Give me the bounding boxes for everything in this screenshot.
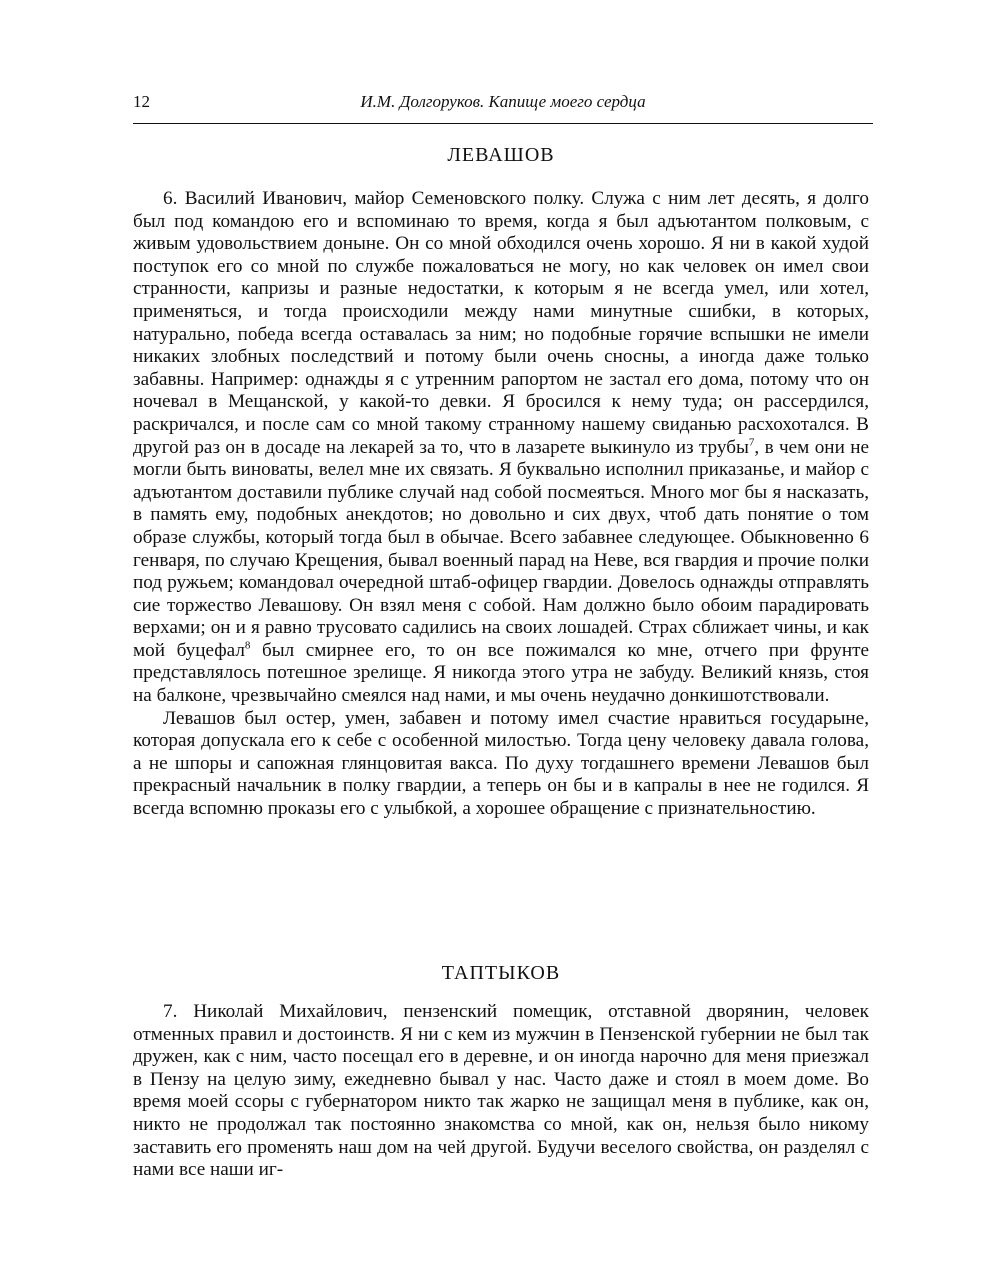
text-run: был смирнее его, то он все пожимался ко мне, отчего при фрунте представлялось потешное зрелище. Я никогда этого утра не забуду. Великий князь, стоя на балконе, чрезвычайно смеялся над нами, и мы очень неудачно донкишотствовали. bbox=[133, 639, 869, 707]
footnote-marker: 8 bbox=[244, 639, 251, 652]
footnote-marker: 7 bbox=[748, 436, 755, 449]
section-heading-levashov: ЛЕВАШОВ bbox=[447, 144, 555, 166]
paragraph-levashov-2: Левашов был остер, умен, забавен и потому имел счастие нравиться государыне, которая допускала его к себе с особенной милостью. Тогда цену человеку давала голова, а не шпоры и сапожная глянцовитая вакса. По духу тогдашнего времени Левашов был прекрасный начальник в полку гвардии, а теперь он бы и в капралы в нее не годился. Я всегда вспомню проказы его с улыбкой, а хорошее обращение с признательностию. bbox=[133, 707, 869, 820]
paragraph-levashov-1 bbox=[133, 188, 869, 708]
header-rule bbox=[133, 123, 873, 124]
section-body-taptykov bbox=[133, 1001, 869, 1182]
section-heading-taptykov: ТАПТЫКОВ bbox=[441, 962, 561, 984]
paragraph-taptykov-1: 7. Николай Михайлович, пензенский помещик, отставной дворянин, человек отменных правил и достоинств. Я ни с кем из мужчин в Пензенской губернии не был так дружен, как с ним, часто посещал его в деревне, и он иногда нарочно для меня приезжал в Пензу на целую зиму, ежедневно бывал у нас. Часто даже и стоял в моем доме. Во время моей ссоры с губернатором никто так жарко не защищал меня в публике, как он, никто не продолжал так постоянно знакомства со мной, как он, нельзя было никому заставить его променять наш дом на чей другой. Будучи веселого свойства, он разделял с нами все наши иг- bbox=[133, 1001, 869, 1181]
page-number: 12 bbox=[133, 92, 150, 111]
running-header bbox=[133, 90, 873, 116]
running-title: И.М. Долгоруков. Капище моего сердца bbox=[360, 92, 646, 111]
section-body-levashov bbox=[133, 188, 869, 821]
text-run: 6. Василий Иванович, майор Семеновского полку. Служа с ним лет десять, я долго был под командою его и вспоминаю то время, когда я был адъютантом полковым, с живым удовольствием доныне. Он со мной обходился очень хорошо. Я ни в какой худой поступок его со мной по службе пожаловаться не могу, но как человек он имел свои странности, капризы и разные недостатки, к которым я не всегда умел, или хотел, применяться, и тогда происходили между нами минутные сшибки, в которых, натурально, победа всегда оставалась за ним; но подобные горячие вспышки не имели никаких злобных последствий и потому были очень сносны, а иногда даже только забавны. Например: однажды я с утренним рапортом не застал его дома, потому что он ночевал в Мещанской, у какой-то девки. Я бросился к нему туда; он рассердился, раскричался, и после сам со мной такому странному нашему свиданью расхохотался. В другой раз он в досаде на лекарей за то, что в лазарете выкинуло из трубы bbox=[133, 188, 869, 458]
text-run: , в чем они не могли быть виноваты, велел мне их связать. Я буквально исполнил приказанье, и майор с адъютантом доставили публике случай над собой посмеяться. Много мог бы я насказать, в память ему, подобных анекдотов; но довольно и сих двух, чтоб дать понятие о том образе службы, который тогда был в обычае. Всего забавнее следующее. Обыкновенно 6 генваря, по случаю Крещения, бывал военный парад на Неве, вся гвардия и прочие полки под ружьем; командовал очередной штаб-офицер гвардии. Довелось однажды отправлять сие торжество Левашову. Он взял меня с собой. Нам должно было обоим парадировать верхами; он и я равно трусовато садились на своих лошадей. Страх сближает чины, и как мой буцефал bbox=[133, 436, 869, 661]
